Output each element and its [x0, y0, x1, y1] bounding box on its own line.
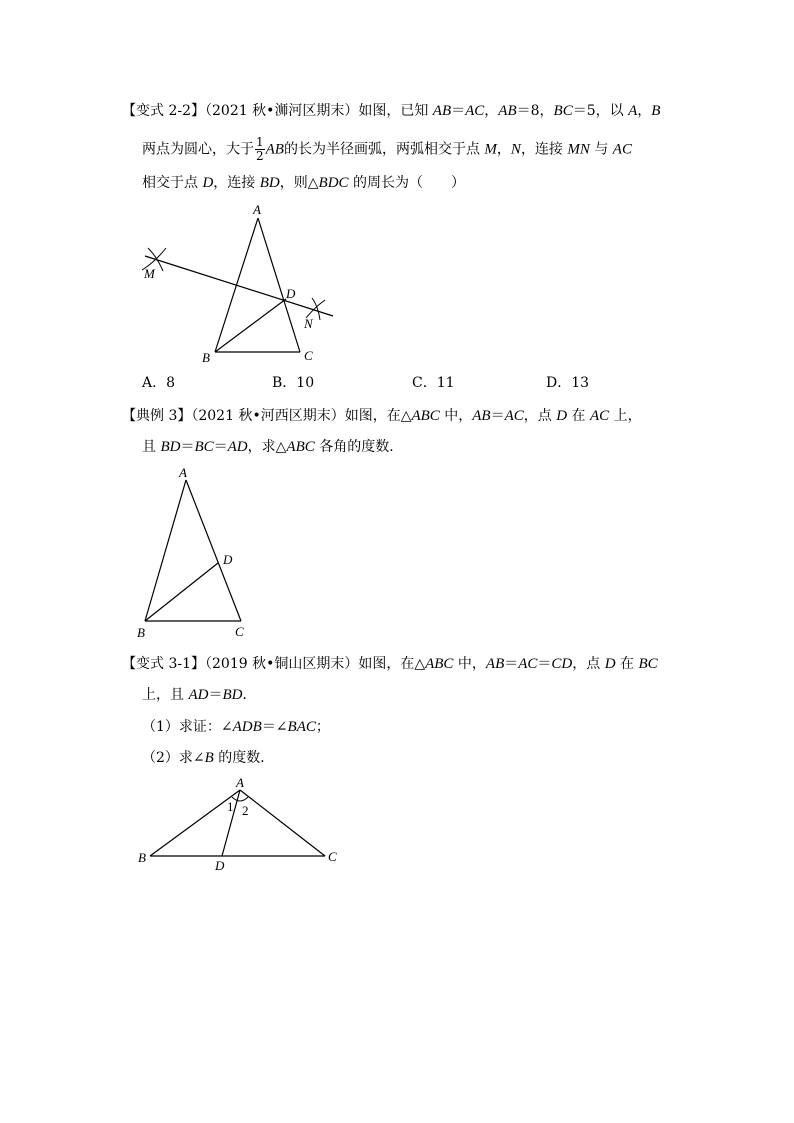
math-text: BC [194, 439, 214, 455]
math-text: BD [222, 687, 243, 703]
math-text: ， [637, 103, 652, 119]
math-text: N [510, 141, 521, 158]
label-c: C [328, 849, 337, 864]
text: 在 [615, 656, 639, 672]
math-text: ADB [232, 719, 262, 735]
problem-source: （2019 秋•铜山区期末）如图，在△ [205, 656, 426, 672]
text: ． [242, 687, 257, 703]
math-text: B [204, 750, 214, 766]
math-text: BC [638, 656, 658, 672]
math-text: D [556, 408, 568, 424]
label-a: A [236, 775, 244, 790]
math-text: BD [160, 439, 181, 455]
text: 上， [609, 408, 642, 424]
problem-tag: 【典例 3】 [122, 408, 192, 424]
text: ＝ [490, 408, 505, 424]
text: ， [496, 141, 511, 158]
text: ＝∠ [261, 719, 288, 735]
math-text: AB [432, 103, 452, 119]
problem-source: （2021 秋•河西区期末）如图，在△ [191, 408, 412, 424]
label-d: D [286, 286, 296, 301]
math-text: CD [551, 656, 573, 672]
label-d: D [223, 552, 233, 567]
text: ，点 [523, 408, 557, 424]
text: ＝ [213, 439, 228, 455]
text: 在 [567, 408, 590, 424]
label-b: B [138, 850, 146, 865]
text: 与 [589, 141, 613, 158]
text: ，则△ [279, 175, 319, 191]
label-c: C [235, 624, 244, 639]
text: ，连接 [213, 175, 260, 191]
text: ＝ [504, 656, 519, 672]
text: （2）求∠ [142, 750, 205, 766]
text: 中， [453, 656, 486, 672]
option-a[interactable]: A．8 [142, 375, 176, 391]
math-text: ABC [411, 408, 440, 424]
math-text: AD [188, 687, 209, 703]
label-a: A [253, 202, 261, 217]
text: ＝ [537, 656, 552, 672]
math-text: MN [567, 141, 590, 158]
math-text: B [651, 103, 661, 119]
text: 两点为圆心，大于 [142, 141, 254, 158]
text: 上，且 [142, 687, 189, 703]
label-d: D [215, 858, 225, 873]
math-text: ＝8， [516, 103, 554, 119]
math-text: ＝ [451, 103, 466, 119]
label-a: A [179, 465, 187, 480]
math-text: AD [227, 439, 248, 455]
math-text: AC [612, 141, 632, 158]
math-text: M [484, 141, 497, 158]
problem-tag: 【变式 3-1】 [122, 656, 205, 672]
text: 各角的度数． [314, 439, 404, 455]
math-text: BAC [287, 719, 316, 735]
fraction-numerator: 1 [256, 135, 264, 149]
math-text: AB [498, 103, 517, 119]
label-angle-2: 2 [242, 803, 249, 818]
segment-ac [240, 790, 325, 856]
math-text: AC [504, 408, 524, 424]
math-text: ABC [286, 439, 315, 455]
text: （1）求证：∠ [142, 719, 233, 735]
option-d[interactable]: D．13 [546, 375, 590, 391]
math-text: ABC [425, 656, 454, 672]
math-text: BDC [318, 175, 349, 191]
math-text: BC [553, 103, 573, 119]
angle-mark-arc [232, 797, 248, 801]
text: 的度数． [213, 750, 275, 766]
math-text: AB [472, 408, 491, 424]
text: 中， [439, 408, 473, 424]
problem-tag: 【变式 2-2】 [122, 103, 205, 119]
text: ； [315, 719, 330, 735]
fraction-denominator: 2 [256, 149, 264, 163]
math-text: AC [589, 408, 610, 424]
math-text: AC [465, 103, 485, 119]
text: ，点 [572, 656, 605, 672]
problem-source: （2021 秋•浉河区期末）如图，已知 [205, 103, 433, 119]
math-text: AC [518, 656, 538, 672]
math-text: AB [265, 141, 284, 158]
math-text: ＝5，以 [572, 103, 629, 119]
text: 相交于点 [142, 175, 203, 191]
math-text: D [202, 175, 214, 191]
math-text: A [628, 103, 638, 119]
text: 的周长为（ ） [348, 175, 465, 191]
text: 且 [142, 439, 161, 455]
option-b[interactable]: B．10 [272, 375, 315, 391]
option-c[interactable]: C．11 [412, 375, 455, 391]
label-m: M [144, 266, 155, 281]
math-text: BD [259, 175, 280, 191]
text: ＝ [208, 687, 223, 703]
label-n: N [304, 316, 313, 331]
math-text: D [604, 656, 616, 672]
label-angle-1: 1 [227, 799, 234, 814]
text: 的长为半径画弧，两弧相交于点 [283, 141, 485, 158]
text: ＝ [180, 439, 195, 455]
label-b: B [202, 350, 210, 365]
label-c: C [304, 348, 313, 363]
text: ，连接 [520, 141, 568, 158]
math-text: AB [485, 656, 505, 672]
math-text: ， [484, 103, 499, 119]
label-b: B [137, 625, 145, 640]
text: ，求△ [247, 439, 287, 455]
